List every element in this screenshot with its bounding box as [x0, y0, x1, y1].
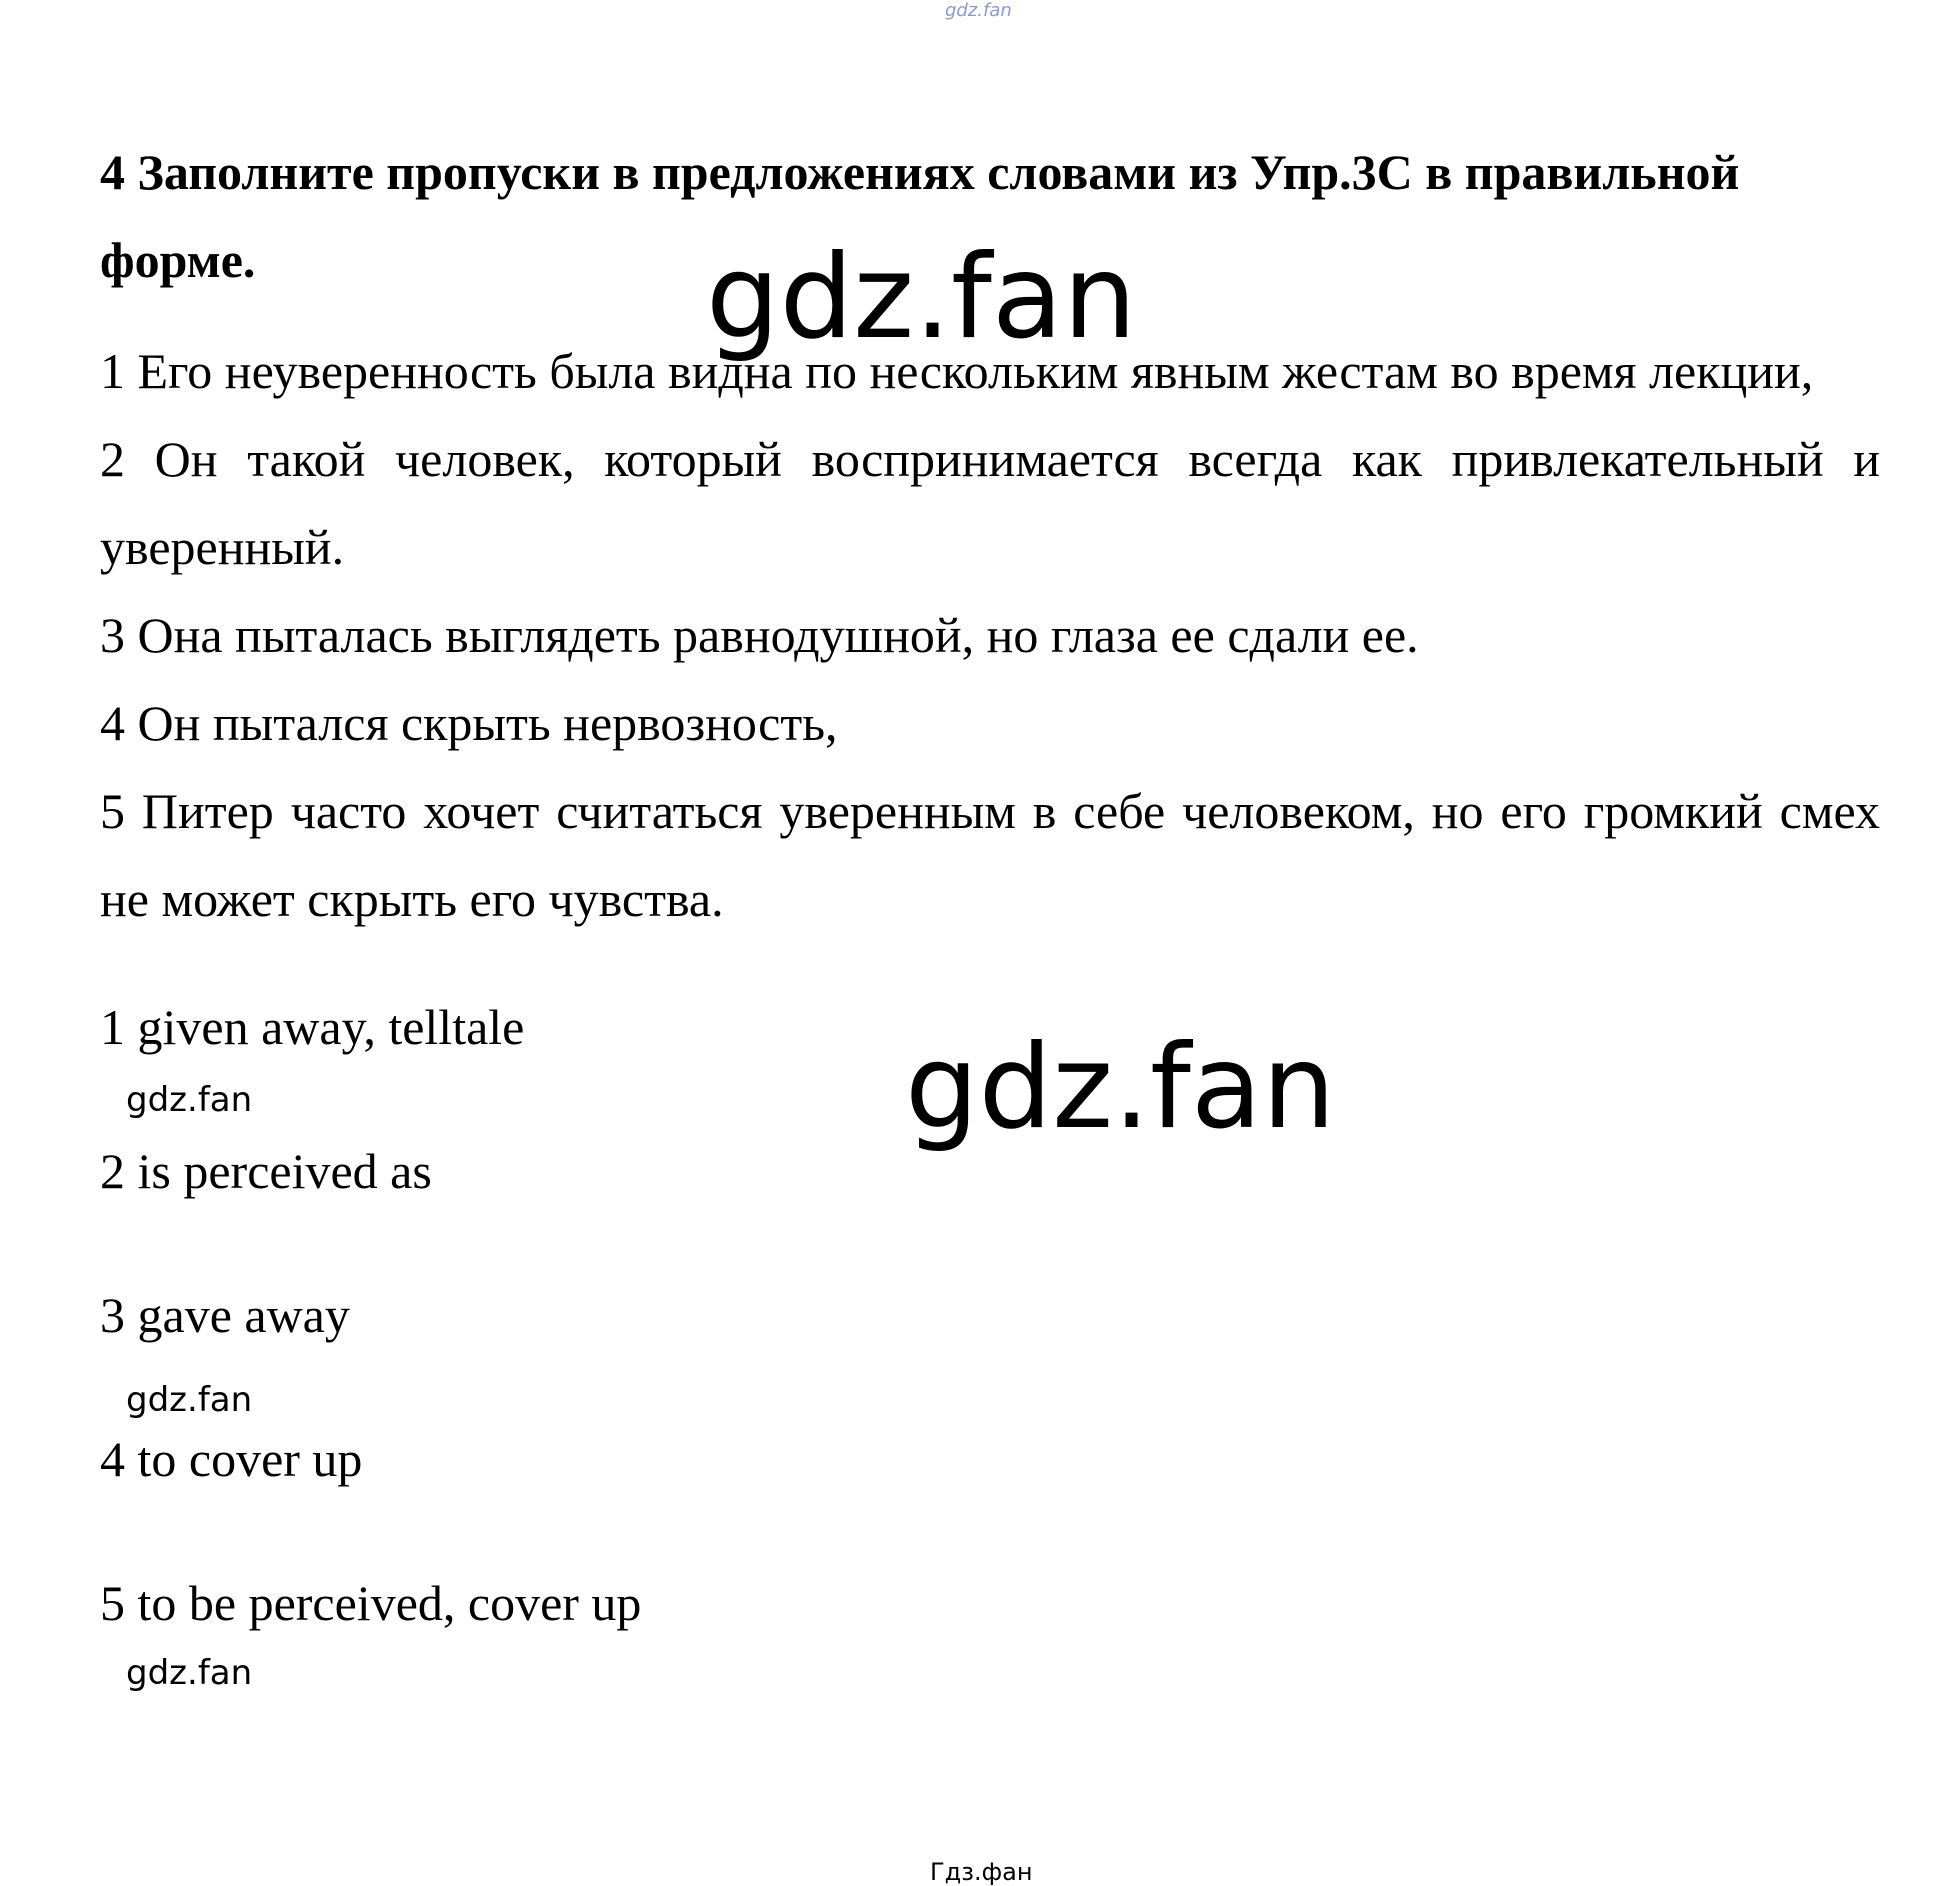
task-title: 4 Заполните пропуски в предложениях словами из Упр.3С в правильной форме.	[100, 144, 1740, 288]
answer-item: 4 to cover up	[100, 1431, 363, 1487]
sentence-item: 3 Она пыталась выглядеть равнодушной, но глаза ее сдали ее.	[100, 607, 1419, 663]
answer-item: 3 gave away	[100, 1287, 350, 1343]
sentence-item: 5 Питер часто хочет считаться уверенным в себе человеком, но его громкий смех не может скрыть его чувства.	[100, 783, 1880, 927]
sentence-item: 2 Он такой человек, который воспринимается всегда как привлекательный и уверенный.	[100, 431, 1880, 575]
answer-item: 1 given away, telltale	[100, 999, 525, 1055]
answer-list	[100, 998, 1880, 1718]
watermark-small: gdz.fan	[126, 1080, 253, 1120]
watermark-large: gdz.fan	[905, 1020, 1336, 1155]
site-mark-top: gdz.fan	[945, 0, 1012, 21]
answer-item: 5 to be perceived, cover up	[100, 1575, 642, 1631]
document-page	[100, 128, 1880, 1718]
sentence-item: 4 Он пытался скрыть нервозность,	[100, 695, 838, 751]
watermark-footer: Гдз.фан	[930, 1858, 1033, 1886]
sentence-list	[100, 327, 1880, 943]
watermark-small: gdz.fan	[126, 1380, 253, 1420]
sentence-item: 1 Его неуверенность была видна по нескольким явным жестам во время лекции,	[100, 343, 1814, 399]
watermark-large: gdz.fan	[706, 230, 1137, 365]
watermark-small: gdz.fan	[126, 1653, 253, 1693]
answer-item: 2 is perceived as	[100, 1143, 432, 1199]
